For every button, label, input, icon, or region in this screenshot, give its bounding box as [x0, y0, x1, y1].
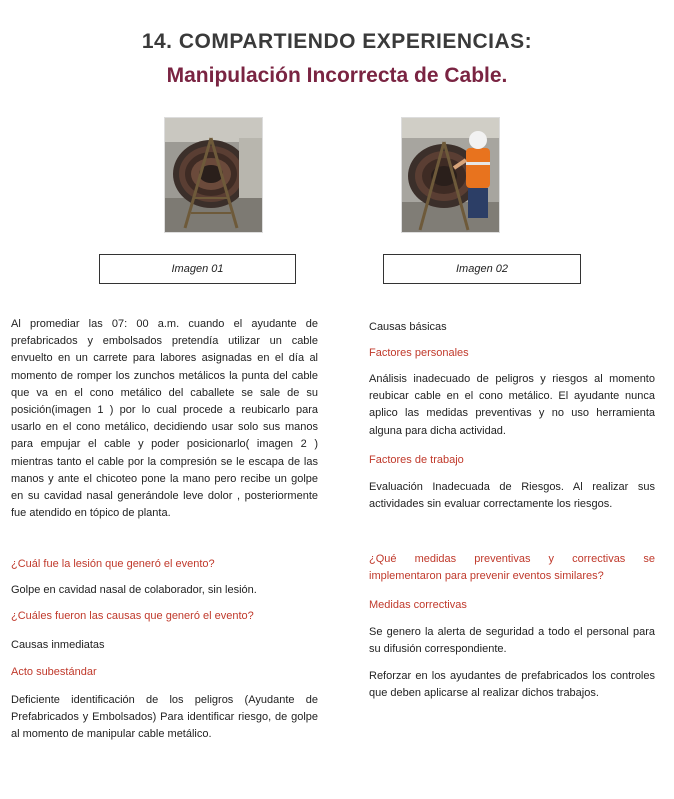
question-injury: ¿Cuál fue la lesión que generó el evento? [11, 558, 215, 570]
work-factors-label: Factores de trabajo [369, 454, 464, 466]
substandard-act-label: Acto subestándar [11, 666, 97, 678]
photo-2 [401, 117, 500, 233]
question-measures: ¿Qué medidas preventivas y correctivas se implementaron para prevenir eventos similares? [369, 553, 655, 583]
personal-factors-label: Factores personales [369, 347, 469, 359]
page-subtitle: Manipulación Incorrecta de Cable. [166, 64, 508, 87]
question-causes: ¿Cuáles fueron las causas que generó el evento? [11, 610, 254, 622]
substandard-act-text: Deficiente identificación de los peligros (Ayudante de Prefabricados y Embolsados) Para identificar riesgo, de golpe al momento de manipular cable metálico. [11, 694, 318, 741]
corrective-measure-2: Reforzar en los ayudantes de prefabricados los controles que deben aplicarse al realizar dichos trabajos. [369, 670, 655, 700]
work-factors-text: Evaluación Inadecuada de Riesgos. Al realizar sus actividades sin evaluar correctamente los riesgos. [369, 481, 655, 511]
worker-cable-photo [402, 118, 499, 232]
photo-1 [164, 117, 263, 233]
corrective-measure-1: Se genero la alerta de seguridad a todo el personal para su difusión correspondiente. [369, 626, 655, 656]
answer-injury: Golpe en cavidad nasal de colaborador, sin lesión. [11, 584, 257, 596]
page-title: 14. COMPARTIENDO EXPERIENCIAS: [141, 30, 533, 53]
caption-imagen-01: Imagen 01 [99, 254, 296, 284]
basic-causes-label: Causas básicas [369, 321, 447, 333]
caption-imagen-02: Imagen 02 [383, 254, 581, 284]
incident-narrative: Al promediar las 07: 00 a.m. cuando el ayudante de prefabricados y embolsados pretendía utilizar un cable envuelto en un carrete para labores asignadas en el día al momento de romper los zunchos metálicos la punta del cable que va en el cono metálico del caballete se sale de su posición(imagen 1 ) por lo cual procede a reubicarlo para usarlo en el cono metálico, decidiendo usar solo sus manos para empujar el cable y poder posicionarlo( imagen 2 ) mientras tanto el cable por la compresión se le escapa de las manos y ante el chicoteo pone la mano pero recibe un golpe en su cavidad nasal generándole leve dolor , posteriormente fue atendido en tópico de planta. [11, 318, 318, 520]
immediate-causes-label: Causas inmediatas [11, 639, 105, 651]
corrective-measures-label: Medidas correctivas [369, 599, 467, 611]
personal-factors-text: Análisis inadecuado de peligros y riesgos al momento reubicar cable en el cono metálico. El ayudante nunca aplico las medidas preventivas y no uso herramienta alguna para dicha actividad. [369, 373, 655, 437]
cable-reel-photo [165, 118, 262, 232]
